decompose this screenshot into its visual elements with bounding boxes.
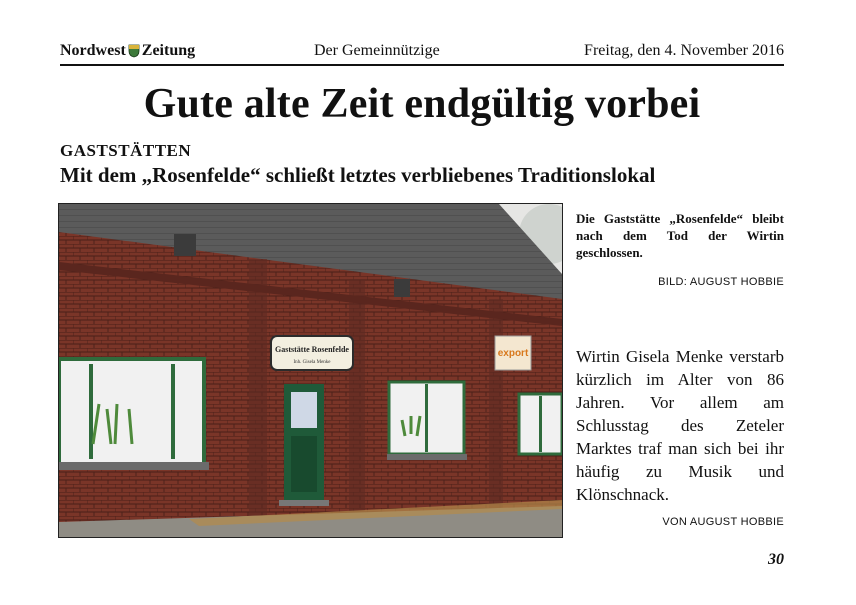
- photo-credit: BILD: AUGUST HOBBIE: [658, 276, 784, 288]
- photo-ad-sign-text: export: [497, 348, 529, 359]
- issue-date: Freitag, den 4. November 2016: [584, 42, 784, 59]
- article-photo: [58, 203, 563, 538]
- subheadline: Mit dem „Rosenfelde“ schließt letztes verbliebenes Traditionslokal: [60, 163, 656, 187]
- kicker: GASTSTÄTTEN: [60, 141, 192, 160]
- section-name: Der Gemeinnützige: [314, 42, 440, 59]
- photo-sign-text: Gaststätte Rosenfelde: [275, 345, 349, 354]
- photo-caption: Die Gaststätte „Rosenfelde“ bleibt nach dem Tod der Wirtin geschlossen.: [576, 211, 784, 260]
- byline: VON AUGUST HOBBIE: [662, 516, 784, 528]
- newspaper-name: [60, 42, 195, 60]
- masthead-rule: [60, 64, 784, 66]
- page-number: 30: [768, 551, 784, 568]
- article-body: [576, 345, 784, 506]
- coat-of-arms-icon: [128, 44, 140, 58]
- newspaper-name-part1: Nordwest: [60, 42, 126, 59]
- photo-sign-small: Inh. Gisela Menke: [293, 360, 331, 365]
- newspaper-name-part2: Zeitung: [141, 42, 196, 59]
- masthead: [60, 42, 784, 64]
- article-body-paragraph: Wirtin Gisela Menke verstarb kürzlich im Alter von 86 Jahren. Vor allem am Schlusstag des Zeteler Marktes traf man sich bei ihr häufig zu Musik und Klönschnack.: [576, 347, 784, 504]
- headline: Gute alte Zeit endgültig vorbei: [143, 81, 701, 127]
